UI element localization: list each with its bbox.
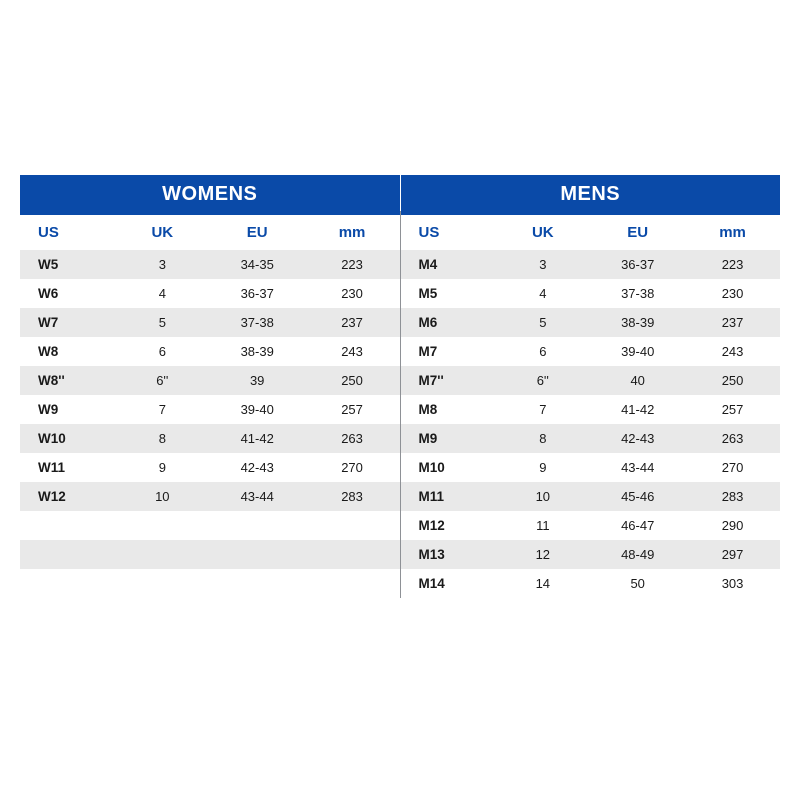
cell-mm: [305, 569, 400, 598]
cell-mm: 223: [305, 250, 400, 279]
table-row: [401, 453, 781, 482]
cell-eu: 48-49: [590, 540, 685, 569]
cell-us: M13: [401, 540, 496, 569]
cell-us: [20, 511, 115, 540]
size-chart-grid: [20, 175, 780, 598]
cell-uk: 9: [115, 453, 210, 482]
cell-mm: 290: [685, 511, 780, 540]
cell-us: W9: [20, 395, 115, 424]
table-row: [401, 250, 781, 279]
cell-mm: 257: [305, 395, 400, 424]
cell-uk: 10: [495, 482, 590, 511]
cell-uk: 7: [495, 395, 590, 424]
cell-us: M4: [401, 250, 496, 279]
womens-col-us: US: [20, 215, 115, 250]
cell-mm: 263: [305, 424, 400, 453]
table-row: [401, 395, 781, 424]
cell-us: M9: [401, 424, 496, 453]
cell-eu: 43-44: [590, 453, 685, 482]
cell-us: W5: [20, 250, 115, 279]
table-row-empty: [20, 540, 400, 569]
cell-eu: 34-35: [210, 250, 305, 279]
cell-us: W8'': [20, 366, 115, 395]
cell-eu: 42-43: [590, 424, 685, 453]
cell-eu: 39: [210, 366, 305, 395]
cell-eu: 46-47: [590, 511, 685, 540]
cell-eu: [210, 569, 305, 598]
cell-mm: 270: [685, 453, 780, 482]
cell-mm: 303: [685, 569, 780, 598]
mens-col-mm: mm: [685, 215, 780, 250]
cell-mm: 283: [305, 482, 400, 511]
cell-uk: 10: [115, 482, 210, 511]
cell-uk: 3: [115, 250, 210, 279]
cell-uk: 4: [495, 279, 590, 308]
cell-eu: [210, 511, 305, 540]
cell-uk: 5: [495, 308, 590, 337]
cell-mm: 297: [685, 540, 780, 569]
cell-us: M14: [401, 569, 496, 598]
mens-table-body: [401, 250, 781, 598]
cell-eu: 39-40: [590, 337, 685, 366]
cell-uk: 5: [115, 308, 210, 337]
cell-uk: 3: [495, 250, 590, 279]
cell-mm: 270: [305, 453, 400, 482]
cell-us: W11: [20, 453, 115, 482]
mens-col-us: US: [401, 215, 496, 250]
cell-mm: 230: [685, 279, 780, 308]
womens-col-uk: UK: [115, 215, 210, 250]
table-row: [20, 250, 400, 279]
cell-uk: 4: [115, 279, 210, 308]
cell-us: M12: [401, 511, 496, 540]
cell-eu: 41-42: [210, 424, 305, 453]
mens-col-eu: EU: [590, 215, 685, 250]
cell-us: M10: [401, 453, 496, 482]
cell-uk: [115, 540, 210, 569]
cell-uk: 6'': [495, 366, 590, 395]
cell-uk: 14: [495, 569, 590, 598]
table-row: [401, 482, 781, 511]
mens-section-title: MENS: [401, 175, 781, 215]
womens-col-mm: mm: [305, 215, 400, 250]
table-row: [20, 453, 400, 482]
cell-eu: 39-40: [210, 395, 305, 424]
cell-us: W6: [20, 279, 115, 308]
size-chart: [20, 175, 780, 598]
table-row: [401, 308, 781, 337]
cell-mm: 250: [305, 366, 400, 395]
cell-eu: 36-37: [590, 250, 685, 279]
mens-col-uk: UK: [495, 215, 590, 250]
cell-uk: 6: [495, 337, 590, 366]
cell-uk: 7: [115, 395, 210, 424]
womens-section-title: WOMENS: [20, 175, 400, 215]
cell-uk: 9: [495, 453, 590, 482]
table-row-empty: [20, 569, 400, 598]
cell-eu: 40: [590, 366, 685, 395]
table-row: [20, 366, 400, 395]
cell-mm: 237: [305, 308, 400, 337]
cell-mm: 263: [685, 424, 780, 453]
cell-mm: [305, 511, 400, 540]
cell-us: M8: [401, 395, 496, 424]
cell-us: W8: [20, 337, 115, 366]
womens-header-row: [20, 215, 400, 250]
table-row: [20, 337, 400, 366]
cell-us: M6: [401, 308, 496, 337]
table-row: [20, 308, 400, 337]
table-row: [401, 569, 781, 598]
cell-eu: [210, 540, 305, 569]
cell-eu: 42-43: [210, 453, 305, 482]
cell-uk: 6: [115, 337, 210, 366]
table-row: [401, 424, 781, 453]
mens-header-row: [401, 215, 781, 250]
cell-eu: 50: [590, 569, 685, 598]
mens-size-table: [401, 215, 781, 598]
table-row: [20, 424, 400, 453]
mens-section: [401, 175, 781, 598]
cell-us: W10: [20, 424, 115, 453]
cell-eu: 41-42: [590, 395, 685, 424]
cell-mm: 243: [305, 337, 400, 366]
cell-mm: 243: [685, 337, 780, 366]
cell-eu: 37-38: [590, 279, 685, 308]
cell-mm: 250: [685, 366, 780, 395]
cell-mm: [305, 540, 400, 569]
cell-mm: 237: [685, 308, 780, 337]
womens-table-head: [20, 215, 400, 250]
table-row: [20, 279, 400, 308]
cell-us: W7: [20, 308, 115, 337]
cell-uk: 8: [115, 424, 210, 453]
table-row: [20, 482, 400, 511]
table-row-empty: [20, 511, 400, 540]
cell-us: M7: [401, 337, 496, 366]
cell-uk: [115, 511, 210, 540]
table-row: [401, 366, 781, 395]
cell-us: M7'': [401, 366, 496, 395]
cell-us: M5: [401, 279, 496, 308]
cell-mm: 223: [685, 250, 780, 279]
table-row: [401, 511, 781, 540]
womens-section: [20, 175, 400, 598]
cell-us: [20, 540, 115, 569]
cell-eu: 36-37: [210, 279, 305, 308]
cell-eu: 37-38: [210, 308, 305, 337]
cell-eu: 45-46: [590, 482, 685, 511]
table-row: [401, 279, 781, 308]
cell-mm: 283: [685, 482, 780, 511]
cell-uk: [115, 569, 210, 598]
cell-uk: 12: [495, 540, 590, 569]
cell-eu: 38-39: [210, 337, 305, 366]
cell-us: W12: [20, 482, 115, 511]
table-row: [401, 540, 781, 569]
womens-size-table: [20, 215, 400, 598]
mens-table-head: [401, 215, 781, 250]
cell-uk: 8: [495, 424, 590, 453]
womens-col-eu: EU: [210, 215, 305, 250]
cell-eu: 38-39: [590, 308, 685, 337]
womens-table-body: [20, 250, 400, 598]
cell-uk: 11: [495, 511, 590, 540]
cell-eu: 43-44: [210, 482, 305, 511]
table-row: [20, 395, 400, 424]
cell-mm: 257: [685, 395, 780, 424]
table-row: [401, 337, 781, 366]
cell-us: [20, 569, 115, 598]
cell-us: M11: [401, 482, 496, 511]
cell-uk: 6'': [115, 366, 210, 395]
cell-mm: 230: [305, 279, 400, 308]
